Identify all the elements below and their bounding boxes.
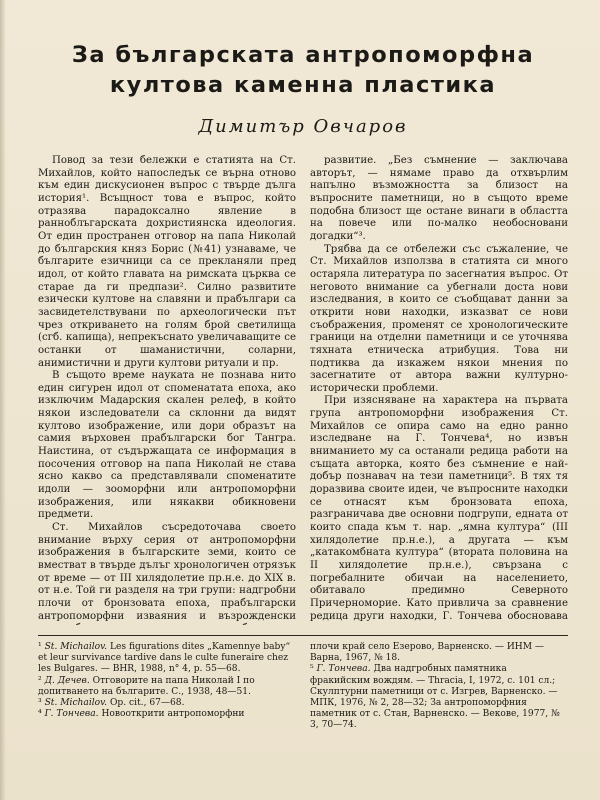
footnote-number: ⁵	[310, 664, 314, 675]
footnote-author: Г. Тончева.	[316, 664, 371, 675]
footnote-author: St. Michailov.	[44, 642, 108, 652]
footnote-author: Г. Тончева.	[44, 709, 99, 720]
article-author: Димитър Овчаров	[198, 116, 408, 137]
footnote-text: Два надгробных памятника фракийским вождям. — Thracia, I, 1972, с. 101 сл.; Скулптурни паметници от с. Изгрев, Варненско. — МПК, 1976, № 2, 28—32; За антропоморфния паметник от с. Стан, Варненско. — Векове, 1977, № 3, 70—74.	[310, 664, 560, 731]
body-paragraph: При изясняване на характера на първата група антропоморфни изображения Ст. Михайлов се опира само на едно ранно изследване на Г. Тончева⁴, но извън вниманието му са останали редица работи на същата авторка, която без съмнение е най-добър познавач на тези паметници⁵. В тях тя доразвива своите идеи, че въпросните находки се отнасят към бронзовата епоха, разграничава две основни подгрупи, едната от които спада към т. нар. „ямна култура“ (III хилядолетие пр.н.е.), а другата — към „катакомбната култура“ (втората половина на II хилядолетие пр.н.е.), свързана с погребалните обичаи на населението, обитавало предимно Северното Причерноморие. Като привлича за сравнение редица други находки, Г. Тончева обосновава	[310, 395, 568, 622]
right-column	[310, 155, 568, 625]
footnote	[310, 664, 568, 731]
footnote-author: Д. Дечев.	[44, 675, 90, 686]
footnotes-right	[310, 642, 568, 732]
body-paragraph: Повод за тези бележки е статията на Ст. Михайлов, който напоследък се върна отново към един дискусионен въпрос с твърде дълга история¹. Всъщност това е въпрос, който отразява парадоксално явление в ранноблъгарската дохристиянска идеология. От един пространен отговор на папа Николай до българския княз Борис (№41) узнаваме, че българите езичници са се прекланяли пред идол, от който главата на римската църква се старае да ги предпази². Силно развитите езически култове на славяни и прабългари са засвидетелствувани по археологически път чрез откриването на голям брой светилища (сгб. капища), непрекъснато увеличаващите се останки от шаманистични, соларни, анимистични и други култови ритуали и пр.	[38, 155, 296, 369]
footnote-text: Отговорите на папа Николай I по допитването на българите. С., 1938, 48—51.	[38, 675, 255, 697]
footnote	[38, 642, 296, 676]
body-columns	[38, 155, 568, 625]
article-title	[38, 40, 568, 100]
footnote-number: ²	[38, 675, 42, 686]
footnote-text: Новооткрити антропоморфни	[101, 709, 245, 720]
footnote-text: Les figurations dites „Kamennye baby“ et leur survivance tardive dans le culte funeraire chez les Bulgares. — BHR, 1988, n° 4, p. 55—68.	[38, 642, 291, 675]
footnotes	[38, 642, 568, 732]
footnote	[38, 698, 296, 709]
body-paragraph: Ст. Михайлов съсредоточава своето внимание върху серия от антропоморфни изображения в българските земи, които се вместват в твърде дълъг хронологичен отрязък от време — от III хилядолетие пр.н.е. до XIX в. от н.е. Той ги разделя на три групи: надгробни плочи от бронзовата епоха, прабългарски антропоморфни изваяния и възрожденски	[38, 522, 296, 622]
footnote	[38, 676, 296, 698]
footnote-number: ³	[38, 698, 42, 709]
page-edge-shadow	[0, 0, 6, 800]
left-column	[38, 155, 296, 625]
footnote-author: St. Michailov.	[44, 698, 108, 709]
body-paragraph: Трябва да се отбележи със съжаление, че Ст. Михайлов използва в статията си много остаряла литература по засегнатия въпрос. От неговото внимание са убегнали доста нови изследвания, в които се съобщават данни за открити нови находки, изказват се нови съображения, променят се хронологическите граници на отделни паметници и се уточнява тяхната етническа атрибуция. Това ни подтиква да изкажем някои мнения по засегнатите от автора важни културно-исторически проблеми.	[310, 243, 568, 394]
body-paragraph: В същото време науката не познава нито един сигурен идол от споменатата епоха, ако изключим Мадарския скален релеф, в който някои изследователи са склонни да видят култово изображение, или дори образът на самия върховен прабългарски бог Тангра. Наистина, от съдържащата се информация в посочения отговор на папа Николай не става ясно какво са представлявали споменатите идоли — зооморфни или антропоморфни изображения, или някакви обикновени предмети.	[38, 370, 296, 521]
footnote-text: Op. cit., 67—68.	[109, 698, 185, 709]
footnote-divider	[38, 635, 568, 636]
footnote	[310, 642, 568, 664]
footnote-number: ¹	[38, 642, 42, 652]
footnote	[38, 709, 296, 720]
title-line-2: култова каменна пластика	[109, 72, 497, 98]
footnote-text: плочи край село Езерово, Варненско. — ИНМ — Варна, 1967, № 18.	[310, 642, 545, 664]
body-paragraph: развитие. „Без съмнение — заключава авторът, — нямаме право да отхвърлим напълно възможността за близост на въпросните паметници, но в същото време подобна близост ще остане винаги в областта на повече или по-малко необосновани догадки“³.	[310, 155, 568, 242]
footnote-number: ⁴	[38, 709, 42, 720]
footnotes-left	[38, 642, 296, 732]
title-line-1: За българската антропоморфна	[71, 42, 535, 68]
